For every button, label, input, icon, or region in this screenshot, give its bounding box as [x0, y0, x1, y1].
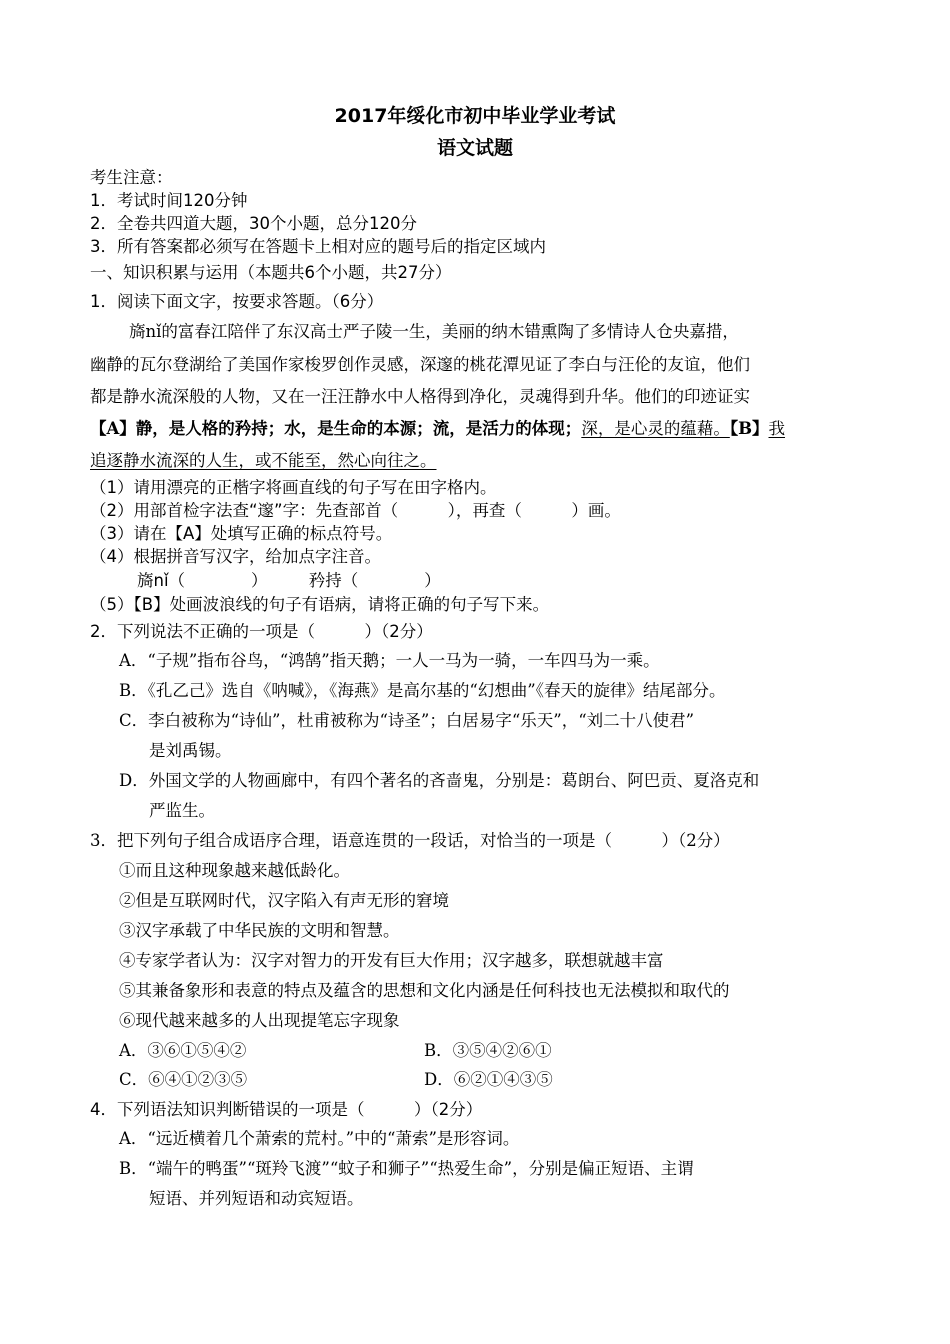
option-a: A．“子规”指布谷鸟，“鸿鹄”指天鹅；一人一马为一骑，一车四马为一乘。	[119, 651, 660, 670]
pinyin-blanks: 旖nǐ（ ） 矜持（ ）	[137, 571, 441, 590]
sub-question: （4）根据拼音写汉字，给加点字注音。	[90, 547, 381, 566]
option-a: A．③⑥①⑤④②	[119, 1041, 247, 1060]
exam-subtitle: 语文试题	[436, 137, 513, 159]
notice-item: 1．考试时间120分钟	[90, 191, 248, 210]
passage-segment-a: 【A】静，是人格的矜持；水，是生命的本源；流，是活力的体现；	[90, 419, 582, 438]
sentence-item: ④专家学者认为：汉字对智力的开发有巨大作用；汉字越多，联想就越丰富	[119, 951, 664, 970]
wavy-sentence-start: 我	[768, 419, 786, 438]
option-d: D．⑥②①④③⑤	[424, 1070, 553, 1089]
option-d-cont: 严监生。	[149, 801, 215, 820]
passage-line: 都是静水流深般的人物，又在一汪汪静水中人格得到净化，灵魂得到升华。他们的印迹证实	[90, 387, 750, 406]
option-c-cont: 是刘禹锡。	[149, 741, 232, 760]
passage-line	[90, 418, 785, 440]
underlined-sentence: 深，是心灵的蕴藉。	[581, 419, 730, 438]
question-2-stem: 2．下列说法不正确的一项是（ ）（2分）	[90, 622, 433, 641]
option-a: A．“远近横着几个萧索的荒村。”中的“萧索”是形容词。	[119, 1129, 520, 1148]
option-c: C．李白被称为“诗仙”，杜甫被称为“诗圣”；白居易字“乐天”，“刘二十八使君”	[119, 711, 695, 730]
sentence-item: ①而且这种现象越来越低龄化。	[119, 861, 350, 880]
passage-line: 旖nǐ的富春江陪伴了东汉高士严子陵一生，美丽的纳木错熏陶了多情诗人仓央嘉措，	[129, 322, 739, 341]
option-d: D．外国文学的人物画廊中，有四个著名的吝啬鬼，分别是：葛朗台、阿巴贡、夏洛克和	[119, 771, 760, 790]
sentence-item: ⑥现代越来越多的人出现提笔忘字现象	[119, 1011, 400, 1030]
question-1-stem: 1．阅读下面文字，按要求答题。（6分）	[90, 292, 384, 311]
question-4-stem: 4．下列语法知识判断错误的一项是（ ）（2分）	[90, 1100, 483, 1119]
marker-b: 【B】	[729, 419, 769, 438]
sentence-item: ②但是互联网时代，汉字陷入有声无形的窘境	[119, 891, 449, 910]
option-c: C．⑥④①②③⑤	[119, 1070, 248, 1089]
sub-question: （3）请在【A】处填写正确的标点符号。	[90, 524, 393, 543]
notice-heading: 考生注意：	[90, 168, 173, 187]
option-b: B．“端午的鸭蛋”“斑羚飞渡”“蚊子和狮子”“热爱生命”，分别是偏正短语、主谓	[119, 1159, 694, 1178]
sentence-item: ⑤其兼备象形和表意的特点及蕴含的思想和文化内涵是任何科技也无法模拟和取代的	[119, 981, 730, 1000]
notice-item: 2．全卷共四道大题，30个小题，总分120分	[90, 214, 417, 233]
question-3-stem: 3．把下列句子组合成语序合理，语意连贯的一段话，对恰当的一项是（ ）（2分）	[90, 831, 730, 850]
passage-line: 幽静的瓦尔登湖给了美国作家梭罗创作灵感，深邃的桃花潭见证了李白与汪伦的友谊，他们	[90, 355, 750, 374]
passage-line	[90, 450, 437, 472]
sentence-item: ③汉字承载了中华民族的文明和智慧。	[119, 921, 400, 940]
wavy-sentence: 追逐静水流深的人生，或不能至，然心向往之。	[90, 451, 437, 470]
notice-item: 3．所有答案都必须写在答题卡上相对应的题号后的指定区域内	[90, 237, 546, 256]
sub-question: （5）【B】处画波浪线的句子有语病，请将正确的句子写下来。	[90, 595, 550, 614]
section-heading: 一、知识积累与运用（本题共6个小题，共27分）	[90, 263, 452, 282]
sub-question: （1）请用漂亮的正楷字将画直线的句子写在田字格内。	[90, 478, 497, 497]
option-b-cont: 短语、并列短语和动宾短语。	[149, 1189, 364, 1208]
exam-title: 2017年绥化市初中毕业学业考试	[334, 105, 616, 127]
sub-question: （2）用部首检字法查“邃”字：先查部首（ ），再查（ ）画。	[90, 501, 621, 520]
option-b: B．③⑤④②⑥①	[424, 1041, 552, 1060]
option-b: B．《孔乙己》选自《呐喊》，《海燕》是高尔基的“幻想曲”《春天的旋律》结尾部分。	[119, 681, 726, 700]
